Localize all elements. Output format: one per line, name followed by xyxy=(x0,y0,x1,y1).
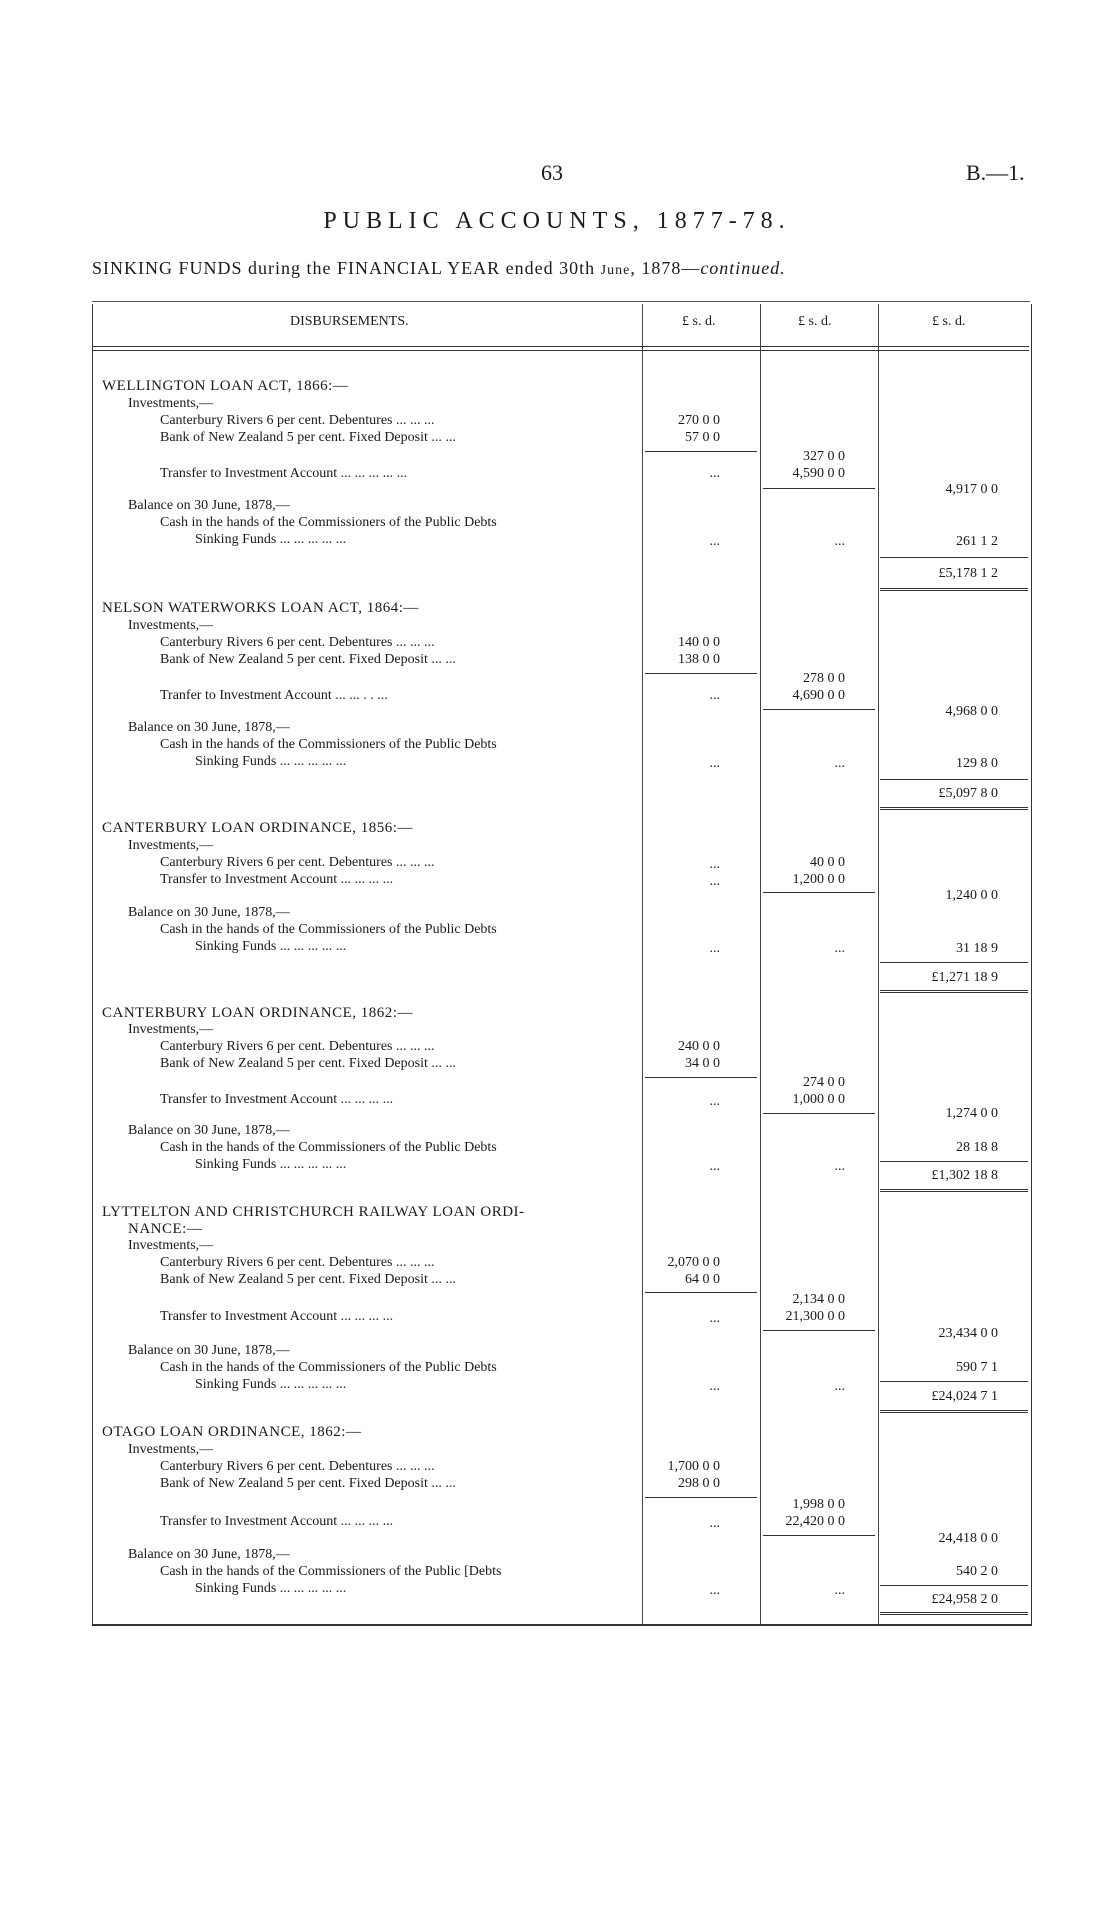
cash-col2: ... xyxy=(834,1379,845,1394)
cash-col1: ... xyxy=(709,1379,720,1394)
item-label: Bank of New Zealand 5 per cent. Fixed Deposit ... ... xyxy=(160,652,456,667)
sinking-label: Sinking Funds ... ... ... ... ... xyxy=(195,1157,347,1172)
section-title: CANTERBURY LOAN ORDINANCE, 1856:— xyxy=(102,820,413,836)
double-rule xyxy=(880,1189,1028,1192)
section-title: OTAGO LOAN ORDINANCE, 1862:— xyxy=(102,1424,362,1440)
balance-label: Balance on 30 June, 1878,— xyxy=(128,720,290,735)
item-label: Canterbury Rivers 6 per cent. Debentures ... ... ... xyxy=(160,855,435,870)
investments-total: 2,134 0 0 xyxy=(792,1292,845,1307)
section-title: WELLINGTON LOAN ACT, 1866:— xyxy=(102,378,349,394)
double-rule xyxy=(880,588,1028,591)
item-value: 138 0 0 xyxy=(678,652,720,667)
transfer-value: 1,000 0 0 xyxy=(792,1092,845,1107)
double-rule xyxy=(880,1410,1028,1413)
balance-label: Balance on 30 June, 1878,— xyxy=(128,498,290,513)
cash-col2: ... xyxy=(834,1159,845,1174)
item-label: Canterbury Rivers 6 per cent. Debentures ... ... ... xyxy=(160,413,435,428)
investments-total: 274 0 0 xyxy=(803,1075,845,1090)
cash-value: 129 8 0 xyxy=(956,756,998,771)
cash-col1: ... xyxy=(709,1159,720,1174)
item-value: 64 0 0 xyxy=(685,1272,720,1287)
cash-label: Cash in the hands of the Commissioners of the Public Debts xyxy=(160,515,497,530)
balance-label: Balance on 30 June, 1878,— xyxy=(128,1343,290,1358)
section-subtotal: 4,968 0 0 xyxy=(945,704,998,719)
subtitle-main: SINKING FUNDS during the FINANCIAL YEAR ended 30th xyxy=(92,258,596,278)
grand-total: £24,024 7 1 xyxy=(931,1389,998,1404)
total-rule xyxy=(880,1381,1028,1382)
subtitle-continued: continued. xyxy=(700,258,786,278)
transfer-value: 22,420 0 0 xyxy=(785,1514,845,1529)
section-title: CANTERBURY LOAN ORDINANCE, 1862:— xyxy=(102,1005,413,1021)
grand-total: £24,958 2 0 xyxy=(931,1592,998,1607)
total-rule xyxy=(880,962,1028,963)
transfer-col1: ... xyxy=(709,688,720,703)
sinking-label: Sinking Funds ... ... ... ... ... xyxy=(195,532,347,547)
balance-label: Balance on 30 June, 1878,— xyxy=(128,1547,290,1562)
cash-col2: ... xyxy=(834,534,845,549)
cash-label: Cash in the hands of the Commissioners of the Public Debts xyxy=(160,922,497,937)
investments-total: 327 0 0 xyxy=(803,449,845,464)
subtitle-year: , 1878— xyxy=(630,258,701,278)
subtotal-rule xyxy=(645,1292,757,1293)
page-number: 63 xyxy=(541,160,563,185)
column-divider-1 xyxy=(642,304,643,1624)
total-rule xyxy=(880,1585,1028,1586)
grand-total: £1,271 18 9 xyxy=(931,970,998,985)
transfer-col1: ... xyxy=(709,1094,720,1109)
section-subtotal: 24,418 0 0 xyxy=(938,1531,998,1546)
subtotal-rule xyxy=(763,1330,875,1331)
table-top-rule xyxy=(92,301,1030,302)
subtotal-rule xyxy=(763,892,875,893)
header-disbursements: DISBURSEMENTS. xyxy=(290,314,409,329)
transfer-label: Transfer to Investment Account ... ... ... ... xyxy=(160,1514,394,1529)
item-label: Canterbury Rivers 6 per cent. Debentures ... ... ... xyxy=(160,1039,435,1054)
item-value: 34 0 0 xyxy=(685,1056,720,1071)
total-rule xyxy=(880,1161,1028,1162)
cash-col2: ... xyxy=(834,756,845,771)
double-rule xyxy=(880,1612,1028,1615)
cash-col1: ... xyxy=(709,941,720,956)
header-rule xyxy=(93,346,1029,347)
transfer-label: Tranfer to Investment Account ... ... . . ... xyxy=(160,688,388,703)
section-title-cont: NANCE:— xyxy=(128,1221,203,1237)
transfer-label: Transfer to Investment Account ... ... ... ... ... xyxy=(160,466,408,481)
cash-value: 590 7 1 xyxy=(956,1360,998,1375)
investments-total: 1,998 0 0 xyxy=(792,1497,845,1512)
sinking-label: Sinking Funds ... ... ... ... ... xyxy=(195,1581,347,1596)
subtotal-rule xyxy=(645,451,757,452)
page-code: B.—1. xyxy=(966,160,1025,185)
transfer-col1: ... xyxy=(709,466,720,481)
total-rule xyxy=(880,557,1028,558)
section-title: LYTTELTON AND CHRISTCHURCH RAILWAY LOAN ORDI- xyxy=(102,1204,525,1220)
item-label: Bank of New Zealand 5 per cent. Fixed Deposit ... ... xyxy=(160,1056,456,1071)
subtotal-rule xyxy=(645,1497,757,1498)
header-col1: £ s. d. xyxy=(682,314,716,329)
double-rule xyxy=(880,807,1028,810)
sinking-label: Sinking Funds ... ... ... ... ... xyxy=(195,939,347,954)
transfer-col1: ... xyxy=(709,1311,720,1326)
section-title: NELSON WATERWORKS LOAN ACT, 1864:— xyxy=(102,600,419,616)
subtotal-rule xyxy=(645,673,757,674)
total-rule xyxy=(880,779,1028,780)
sinking-label: Sinking Funds ... ... ... ... ... xyxy=(195,754,347,769)
item-label: Bank of New Zealand 5 per cent. Fixed Deposit ... ... xyxy=(160,1476,456,1491)
cash-value: 31 18 9 xyxy=(956,941,998,956)
cash-value: 261 1 2 xyxy=(956,534,998,549)
column-divider-3 xyxy=(878,304,879,1624)
investments-label: Investments,— xyxy=(128,396,214,411)
item-value-col2: 1,200 0 0 xyxy=(792,872,845,887)
item-value: 57 0 0 xyxy=(685,430,720,445)
cash-label: Cash in the hands of the Commissioners of the Public Debts xyxy=(160,737,497,752)
item-label: Bank of New Zealand 5 per cent. Fixed Deposit ... ... xyxy=(160,430,456,445)
subtotal-rule xyxy=(645,1077,757,1078)
investments-label: Investments,— xyxy=(128,838,214,853)
item-value: 240 0 0 xyxy=(678,1039,720,1054)
cash-label: Cash in the hands of the Commissioners of the Public Debts xyxy=(160,1360,497,1375)
subtotal-rule xyxy=(763,709,875,710)
grand-total: £5,178 1 2 xyxy=(938,566,998,581)
column-divider-2 xyxy=(760,304,761,1624)
item-value: 2,070 0 0 xyxy=(667,1255,720,1270)
item-label: Transfer to Investment Account ... ... ... ... xyxy=(160,872,394,887)
investments-total: 278 0 0 xyxy=(803,671,845,686)
item-value: ... xyxy=(709,874,720,889)
balance-label: Balance on 30 June, 1878,— xyxy=(128,905,290,920)
double-rule xyxy=(880,990,1028,993)
grand-total: £5,097 8 0 xyxy=(938,786,998,801)
page-title: PUBLIC ACCOUNTS, 1877-78. xyxy=(323,208,791,234)
subtotal-rule xyxy=(763,1535,875,1536)
transfer-value: 4,590 0 0 xyxy=(792,466,845,481)
transfer-label: Transfer to Investment Account ... ... ... ... xyxy=(160,1309,394,1324)
item-label: Bank of New Zealand 5 per cent. Fixed Deposit ... ... xyxy=(160,1272,456,1287)
section-subtotal: 4,917 0 0 xyxy=(945,482,998,497)
investments-label: Investments,— xyxy=(128,1238,214,1253)
transfer-col1: ... xyxy=(709,1516,720,1531)
item-value: ... xyxy=(709,857,720,872)
section-subtotal: 1,240 0 0 xyxy=(945,888,998,903)
item-value: 1,700 0 0 xyxy=(667,1459,720,1474)
sinking-label: Sinking Funds ... ... ... ... ... xyxy=(195,1377,347,1392)
balance-label: Balance on 30 June, 1878,— xyxy=(128,1123,290,1138)
cash-label: Cash in the hands of the Commissioners of the Public Debts xyxy=(160,1140,497,1155)
subtitle-month: June xyxy=(600,263,631,278)
cash-col1: ... xyxy=(709,534,720,549)
item-value-col2: 40 0 0 xyxy=(810,855,845,870)
section-subtotal: 1,274 0 0 xyxy=(945,1106,998,1121)
cash-col2: ... xyxy=(834,1583,845,1598)
transfer-value: 4,690 0 0 xyxy=(792,688,845,703)
cash-col1: ... xyxy=(709,756,720,771)
cash-value: 28 18 8 xyxy=(956,1140,998,1155)
grand-total: £1,302 18 8 xyxy=(931,1168,998,1183)
subtotal-rule xyxy=(763,1113,875,1114)
investments-label: Investments,— xyxy=(128,1442,214,1457)
header-rule-2 xyxy=(93,350,1029,351)
page-subtitle xyxy=(92,258,786,279)
section-subtotal: 23,434 0 0 xyxy=(938,1326,998,1341)
investments-label: Investments,— xyxy=(128,618,214,633)
transfer-value: 21,300 0 0 xyxy=(785,1309,845,1324)
item-value: 298 0 0 xyxy=(678,1476,720,1491)
item-value: 270 0 0 xyxy=(678,413,720,428)
item-value: 140 0 0 xyxy=(678,635,720,650)
cash-value: 540 2 0 xyxy=(956,1564,998,1579)
cash-col2: ... xyxy=(834,941,845,956)
header-col2: £ s. d. xyxy=(798,314,832,329)
item-label: Canterbury Rivers 6 per cent. Debentures ... ... ... xyxy=(160,1459,435,1474)
item-label: Canterbury Rivers 6 per cent. Debentures ... ... ... xyxy=(160,635,435,650)
item-label: Canterbury Rivers 6 per cent. Debentures ... ... ... xyxy=(160,1255,435,1270)
investments-label: Investments,— xyxy=(128,1022,214,1037)
cash-label: Cash in the hands of the Commissioners of the Public [Debts xyxy=(160,1564,502,1579)
transfer-label: Transfer to Investment Account ... ... ... ... xyxy=(160,1092,394,1107)
cash-col1: ... xyxy=(709,1583,720,1598)
header-col3: £ s. d. xyxy=(932,314,966,329)
subtotal-rule xyxy=(763,488,875,489)
